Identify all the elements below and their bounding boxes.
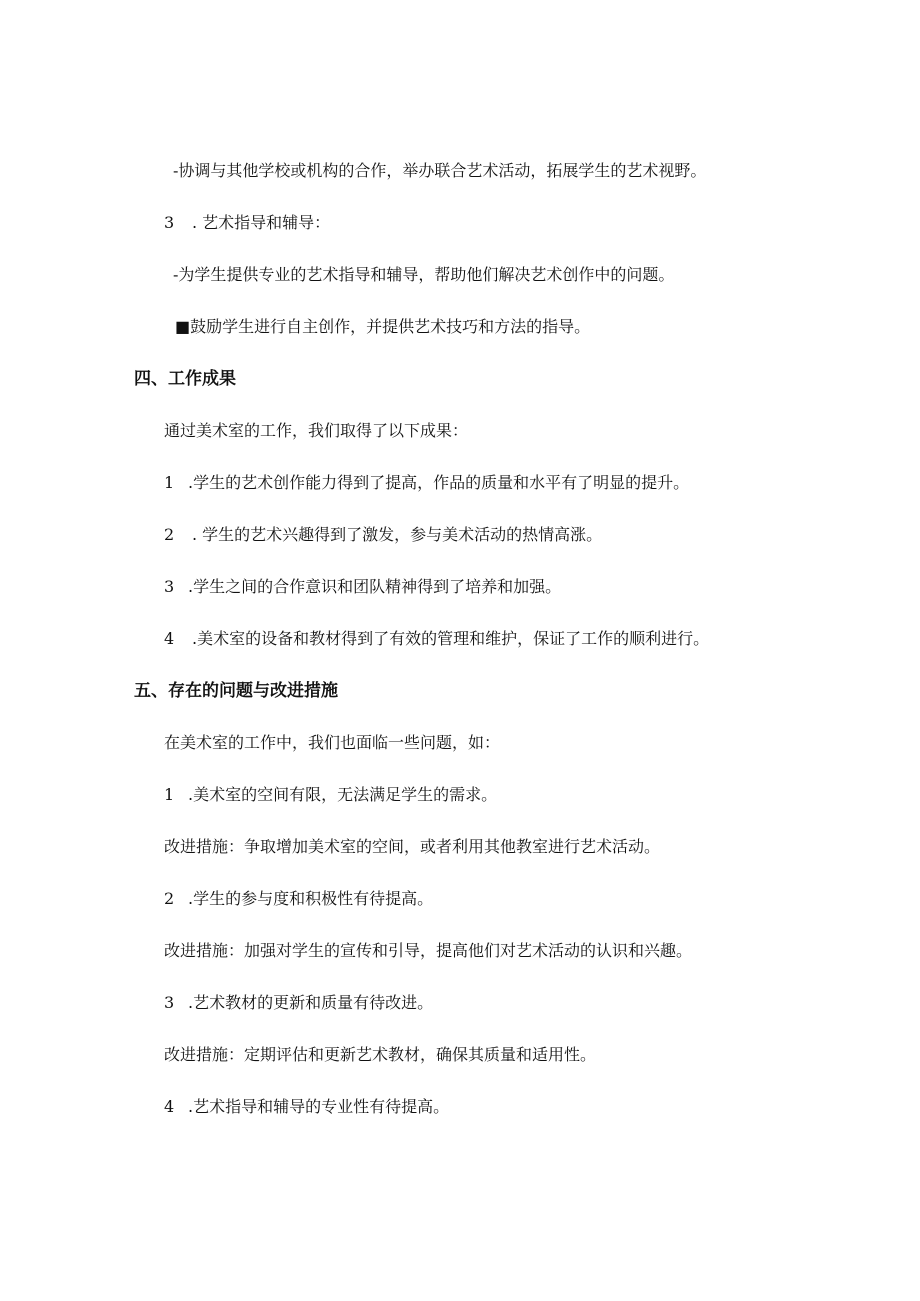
list-item <box>164 577 561 597</box>
list-item <box>164 473 689 493</box>
improvement-measure: 改进措施：加强对学生的宣传和引导，提高他们对艺术活动的认识和兴趣。 <box>164 941 693 960</box>
list-item <box>164 1097 449 1117</box>
list-text: .学生的艺术创作能力得到了提高，作品的质量和水平有了明显的提升。 <box>188 473 690 492</box>
list-text: .艺术教材的更新和质量有待改进。 <box>188 993 434 1012</box>
list-number: 4 <box>164 1097 175 1116</box>
list-number: 1 <box>164 785 175 804</box>
list-text: .美术室的空间有限，无法满足学生的需求。 <box>188 785 498 804</box>
section-heading-problems: 五、存在的问题与改进措施 <box>134 681 338 701</box>
list-text: .学生之间的合作意识和团队精神得到了培养和加强。 <box>188 577 562 596</box>
improvement-measure: 改进措施：定期评估和更新艺术教材，确保其质量和适用性。 <box>164 1045 597 1064</box>
list-item-art-guidance <box>164 213 330 233</box>
list-item <box>164 629 709 649</box>
list-text: . 艺术指导和辅导： <box>192 213 331 232</box>
list-number: 3 <box>164 213 175 232</box>
list-number: 3 <box>164 577 175 596</box>
list-number: 2 <box>164 889 175 908</box>
list-item <box>164 993 433 1013</box>
list-number: 4 <box>164 629 175 648</box>
improvement-measure: 改进措施：争取增加美术室的空间，或者利用其他教室进行艺术活动。 <box>164 837 661 856</box>
list-text: . 学生的艺术兴趣得到了激发，参与美术活动的热情高涨。 <box>192 525 603 544</box>
list-item <box>164 525 602 545</box>
list-item <box>164 785 497 805</box>
list-number: 2 <box>164 525 175 544</box>
section-heading-results: 四、工作成果 <box>134 369 236 389</box>
list-number: 3 <box>164 993 175 1012</box>
list-text: .美术室的设备和教材得到了有效的管理和维护，保证了工作的顺利进行。 <box>192 629 710 648</box>
bullet-coordinate-cooperation: -协调与其他学校或机构的合作，举办联合艺术活动，拓展学生的艺术视野。 <box>173 161 707 180</box>
list-text: .学生的参与度和积极性有待提高。 <box>188 889 434 908</box>
problems-intro: 在美术室的工作中，我们也面临一些问题，如： <box>164 733 501 752</box>
bullet-encourage-creation: ■鼓励学生进行自主创作，并提供艺术技巧和方法的指导。 <box>175 317 591 336</box>
list-text: .艺术指导和辅导的专业性有待提高。 <box>188 1097 450 1116</box>
list-number: 1 <box>164 473 175 492</box>
list-item <box>164 889 433 909</box>
results-intro: 通过美术室的工作，我们取得了以下成果： <box>164 421 469 440</box>
bullet-professional-guidance: -为学生提供专业的艺术指导和辅导，帮助他们解决艺术创作中的问题。 <box>173 265 675 284</box>
